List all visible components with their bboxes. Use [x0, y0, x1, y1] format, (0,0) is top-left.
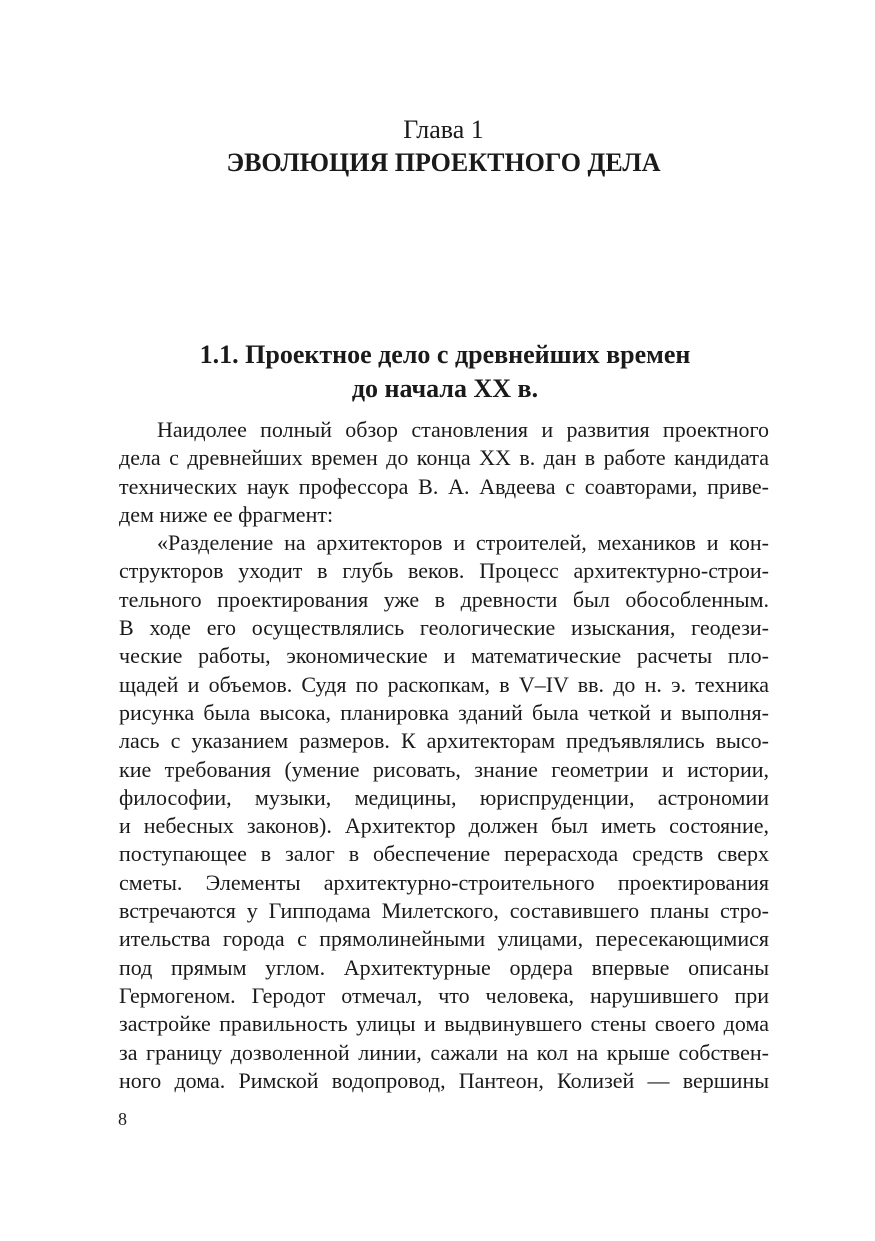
text-line: Наидолее полный обзор становления и развития проектного: [157, 417, 769, 442]
text-line: ческие работы, экономические и математические расчеты пло-: [119, 643, 769, 669]
chapter-title: ЭВОЛЮЦИЯ ПРОЕКТНОГО ДЕЛА: [226, 148, 661, 177]
text-line: философии, музыки, медицины, юриспруденции, астрономии: [119, 784, 769, 810]
text-line: поступающее в залог в обеспечение перерасхода средств сверх: [119, 841, 769, 867]
text-line: рисунка была высока, планировка зданий была четкой и выполня-: [119, 699, 769, 725]
text-line: застройке правильность улицы и выдвинувшего стены своего дома: [119, 1011, 769, 1037]
text-line: кие требования (умение рисовать, знание геометрии и истории,: [119, 756, 769, 782]
text-line: «Разделение на архитекторов и строителей, механиков и кон-: [157, 530, 769, 556]
section-heading-line: 1.1. Проектное дело с древнейших времен: [199, 340, 691, 369]
chapter-label: Глава 1: [403, 115, 484, 144]
text-line: В ходе его осуществлялись геологические изыскания, геодези-: [119, 615, 769, 641]
text-line: Гермогеном. Геродот отмечал, что человека, нарушившего при: [119, 982, 769, 1008]
paragraph-quote: [119, 529, 769, 1095]
text-line: встречаются у Гипподама Милетского, составившего планы стро-: [119, 898, 769, 924]
text-line: ного дома. Римской водопровод, Пантеон, Колизей — вершины: [119, 1067, 769, 1093]
text-line: тельного проектирования уже в древности был обособленным.: [119, 586, 769, 612]
text-line: структоров уходит в глубь веков. Процесс архитектурно-строи-: [119, 558, 769, 584]
text-line: ительства города с прямолинейными улицами, пересекающимися: [119, 926, 769, 952]
text-line: щадей и объемов. Судя по раскопкам, в V–IV вв. до н. э. техника: [119, 671, 769, 697]
text-line: и небесных законов). Архитектор должен был иметь состояние,: [119, 813, 769, 839]
page-number: 8: [118, 1109, 127, 1129]
text-line: технических наук профессора В. А. Авдеева с соавторами, приве-: [119, 473, 769, 499]
text-line: под прямым углом. Архитектурные ордера впервые описаны: [119, 954, 769, 980]
text-line: за границу дозволенной линии, сажали на кол на крыше собствен-: [119, 1039, 769, 1065]
text-line: сметы. Элементы архитектурно-строительного проектирования: [119, 869, 769, 895]
section-heading-line: до начала XX в.: [351, 374, 539, 403]
section-heading: [120, 338, 770, 406]
text-line: дем ниже ее фрагмент:: [119, 501, 334, 527]
text-line: дела с древнейших времен до конца XX в. дан в работе кандидата: [119, 445, 769, 471]
paragraph-intro: [119, 416, 769, 529]
text-line: лась с указанием размеров. К архитекторам предъявлялись высо-: [119, 728, 769, 754]
body-text: [119, 416, 769, 1095]
